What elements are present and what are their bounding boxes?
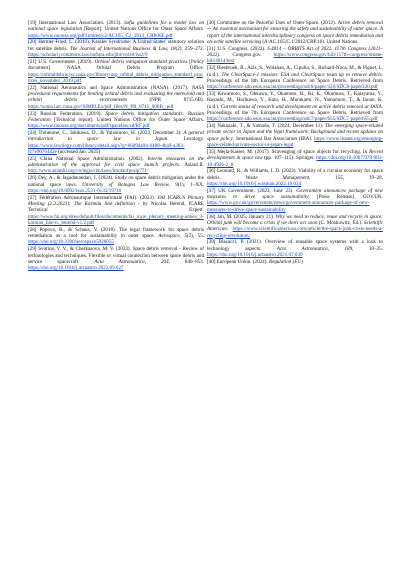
reference-link[interactable]: https://doi.org/10.1016/j.actaastro.2021.07.039: [207, 252, 303, 259]
reference-text: .: [226, 226, 233, 233]
reference-text: (NPR 8715.6B).: [126, 97, 204, 104]
reference-text: . [Press Release]. GOV.UK.: [308, 194, 384, 201]
reference-title: NASA procedural requirements for limiting orbital debris and evaluating the meteoroid and orbital debris environments: [28, 84, 204, 104]
reference-entry: [207, 188, 383, 213]
reference-title: The Journal of International Business & Law, 18: [69, 45, 176, 52]
reference-link[interactable]: https://www.unoosa.org/pdf/limited/c2/AC105_C2_2013_CRP06E.pdf: [28, 32, 173, 39]
reference-text: [28] Popova, R., & Schaus, V. (2018). The legal framework for space debris remediation as a tool for sustainability in outer space.: [28, 226, 204, 240]
reference-text: . Proceedings of the 8th European Conference on Space Debris. Retrieved from: [207, 71, 383, 84]
reference-text: [19] International Law Association. (2013).: [28, 20, 125, 26]
reference-text: [33] Kawamoto, S., Ohkawa, Y., Okamoto, H., Iki, K., Okumura, T., Katayama, Y., Hayashi, M., Horikawa, Y., Kato, H., Murakami, N., Yamamoto, T., & Inoue, K. (n.d.).: [207, 91, 383, 110]
reference-title: University of Bologna Law Review, 9: [82, 181, 178, 188]
reference-title: Active debris removal — An essential mechanism for ensuring the safety and sustainability of outer space: A report of the international interdisciplinary congress on space debris remediation and on-orbit satellite servicing: [207, 20, 383, 45]
reference-text: [21] U.S. Government. (2019).: [28, 58, 95, 65]
reference-link[interactable]: https://doi.org/10.1007/978-981-10-4926-2_8: [207, 155, 383, 168]
reference-entry: [207, 168, 383, 187]
reference-text: [Report]. United Nations Office for Outer Space Affairs.: [82, 26, 204, 33]
reference-text: [25] China National Space Administration. (2002).: [28, 155, 148, 162]
reference-text: (2), 55.: [186, 233, 204, 240]
reference-text: , 840–853.: [168, 258, 204, 265]
reference-text: [36] Leonard, R., & Williams, I. D. (2023). Viability of a circular economy for space debris.: [207, 168, 383, 181]
reference-title: Aerospace, 5: [158, 233, 187, 240]
reference-text: [40] European Union. (2024).: [207, 258, 269, 265]
reference-text: [29] Svotina, V. V., & Cherkasova, M. V. (2023). Space debris removal - Review of technologies and techniques. Flexible or virtual connection between space debris and service spacecraft.: [28, 246, 204, 265]
reference-text: . Congress.gov.: [218, 52, 274, 59]
reference-entry: [28, 175, 204, 194]
reference-text: [Policy document]. NASA Orbital Debris Program Office.: [28, 58, 204, 72]
reference-text: - by Nicolas Bérend, ICARE Technical Expert.: [28, 201, 204, 214]
reference-text: [23] Russian Federation. (2019).: [28, 110, 106, 117]
reference-text: (1), 1–XX.: [177, 181, 205, 188]
reference-link[interactable]: https://scholarlycommons.law.hofstra.edu/jibl/vol18/iss2/9: [28, 52, 148, 59]
reference-title: Sofia guidelines for a model law on national space legislation: [28, 20, 204, 33]
reference-link[interactable]: https://conference.sdo.esoc.esa.int/proceedings/sdc8/paper/320/SDC8-paper320.pdf: [207, 84, 378, 91]
reference-text: (A/AC.105/C.1/2012/CRP.16). United Nations.: [261, 38, 359, 45]
reference-text: [35] Mejía-Kaiser, M. (2017). Scavenging of space objects for recycling. In: [207, 148, 370, 155]
reference-text: , 10–25.: [352, 245, 383, 252]
reference-link[interactable]: https://www.scientificamerican.com/article/the-space-junk-crisis-needs-a-recycling-revolution/: [207, 226, 383, 239]
reference-text: (C. Moskowitz, Ed.).: [317, 219, 365, 226]
reference-title: Recent developments in space law: [207, 148, 383, 162]
reference-link[interactable]: http://www.asianlii.org/cn/legis/cen/laws/imotaofpcslp771/: [28, 168, 149, 175]
reference-title: Space debris mitigation standards: Russian Federation: [28, 110, 205, 123]
reference-text: . AsianLII.: [178, 162, 204, 169]
reference-text: [34] Nakazaki, T., & Yamada, T. (2024, December 11).: [207, 123, 326, 130]
reference-text: [27] Fédération Aéronautique Internationale (FAI). (2023).: [28, 194, 158, 201]
reference-entry: [28, 130, 204, 155]
reference-title: Scientific American: [207, 219, 383, 233]
reference-entry: [28, 59, 204, 84]
reference-title: Regulation (EU): [268, 258, 303, 265]
reference-entry: [28, 20, 204, 39]
reference-title: Government announces package of new measures to drive space sustainability: [207, 187, 383, 201]
reference-text: . Lexology.: [167, 136, 204, 143]
reference-text: (pp. 107–115). Springer.: [262, 155, 317, 162]
references-left-column: [28, 20, 204, 272]
reference-text: [20] Hermer-Fried, L. (2019). Kessler Syndrome: A United States' statutory solution for satellite debris.: [28, 39, 204, 52]
reference-link[interactable]: https://doi.org/10.3390/aerospace5020055: [28, 239, 114, 246]
reference-title: FAI ICARUS Plenary Meeting (2.3.2023): The Kármán line definition: [28, 194, 204, 208]
reference-text: . International Bar Association (IBA).: [232, 135, 315, 142]
reference-title: Why we need to reduce, reuse and recycle in space: Orbital junk will become a crisis if we don't act soon: [207, 213, 383, 226]
reference-link[interactable]: https://www.ibanet.org/emerging-space-related-private-sector-in-japan-legal: [207, 135, 383, 149]
reference-text: , 19–28.: [342, 174, 383, 181]
reference-title: The ClearSpace-1 mission: ESA and ClearSpace team up to remove debris: [221, 71, 382, 78]
reference-title: A general introduction to space law in Japan: [28, 130, 204, 143]
reference-text: [30] Committee on the Peaceful Uses of Outer Space. (2012).: [207, 20, 338, 26]
reference-link[interactable]: https://www.lexology.com/library/detail.aspx?g=66d9da94-6488-4ba9-a383-fc7e9076442e: [28, 142, 185, 155]
reference-link[interactable]: https://conference.sdo.esoc.esa.int/proceedings/sdc7/paper/655/SDC7-paper655.pdf: [207, 116, 378, 123]
reference-link[interactable]: https://www.unoosa.org/documents/pdf/spacelaw/sd/RF.pdf: [28, 123, 150, 130]
reference-text: . Proceedings of the 7th European Conference on Space Debris. Retrieved from: [207, 103, 383, 116]
reference-text: [Technical report]. United Nations Office for Outer Space Affairs.: [50, 116, 204, 123]
reference-title: Orbital debris mitigation standard practices: [94, 58, 188, 65]
reference-title: S.4814 – ORBITS Act of 2022. 117th Congress (2021–2022): [207, 45, 383, 59]
reference-text: (accessed Jan. 2025): [56, 148, 101, 155]
reference-entry: [207, 65, 383, 90]
reference-entry: [207, 214, 383, 239]
reference-link[interactable]: https://doi.org/10.1016/j.actaastro.2022.09.027: [28, 265, 124, 272]
reference-title: Acta Astronautica, 189: [276, 245, 353, 252]
reference-text: [31] U.S. Congress. (2022).: [207, 45, 268, 52]
reference-entry: [207, 46, 383, 65]
reference-entry: [207, 91, 383, 122]
reference-title: Interim measures on the administration of the approval for civil space launch projects: [28, 155, 204, 169]
reference-link[interactable]: https://doi.org/10.1016/j.wasman.2022.10.024: [207, 180, 302, 187]
reference-entry: [28, 39, 204, 58]
reference-entry: [28, 111, 204, 130]
reference-text: [26] Dey, A., & Jagadanandan, J. (2024). Study on space debris mitigation under the national space laws.: [28, 175, 204, 188]
reference-entry: [207, 259, 383, 265]
reference-text: [32] Biesbroek, R., Aziz, S., Wolahan, A., Cipolla, S., Richard-Noca, M., & Piguet, L. (n.d.).: [207, 65, 383, 78]
reference-title: Acta Astronautica, 204: [94, 258, 169, 265]
reference-entry: [28, 85, 204, 110]
reference-entry: [207, 20, 383, 45]
reference-title: Waste Management, 155: [245, 174, 343, 181]
reference-entry: [28, 156, 204, 175]
reference-text: [37] UK Government. (2022, June 23).: [207, 187, 297, 194]
reference-entry: [28, 246, 204, 271]
reference-text: [22] National Aeronautics and Space Administration (NASA). (2017).: [28, 84, 192, 91]
reference-title: Current status of research and development on active debris removal at JAXA: [220, 103, 382, 110]
reference-entry: [207, 149, 383, 168]
reference-text: [38] Jah, M. (2025, January 21).: [207, 213, 276, 220]
reference-title: The emerging space-related private sector in Japan and the legal framework: Background and recent updates on space policy: [207, 123, 383, 142]
reference-text: [24] Treheurne, C., Ishikawa, D., & Yatsumoto, H. (2023, December 3).: [28, 130, 184, 137]
reference-link[interactable]: https://www.fai.org/sites/default/files/documents/fai_icare_plenary_meeting-annex_3-karman_line-n._berend-v1.2.pdf: [28, 213, 204, 226]
references-right-column: [207, 20, 383, 266]
reference-link[interactable]: https://orbitaldebris.jsc.nasa.gov/library/usg_orbital_debris_mitigation_standard_practices_november_2019.pdf: [28, 71, 203, 84]
reference-link[interactable]: https://www.gov.uk/government/news/government-announces-package-of-new-measures-to-drive-space-sustainability: [207, 200, 370, 213]
reference-entry: [28, 227, 204, 246]
reference-text: (2), 259–272.: [175, 45, 204, 52]
reference-entry: [28, 195, 204, 226]
reference-link[interactable]: https://soma.larc.nasa.gov/SIMPLEx/pdf_files/N_PR_8715_006B_.pdf: [28, 103, 174, 110]
reference-text: [39] Blasucci, P. (2021). Overview of reusable space systems with a look to technology aspects.: [207, 239, 383, 252]
reference-link[interactable]: https://www.congress.gov/bill/117th-congress/senate-bill/4814/text: [207, 52, 383, 65]
reference-link[interactable]: https://doi.org/10.6092/issn.2531-6133/19718: [28, 187, 122, 194]
reference-entry: [207, 239, 383, 258]
reference-entry: [207, 123, 383, 148]
